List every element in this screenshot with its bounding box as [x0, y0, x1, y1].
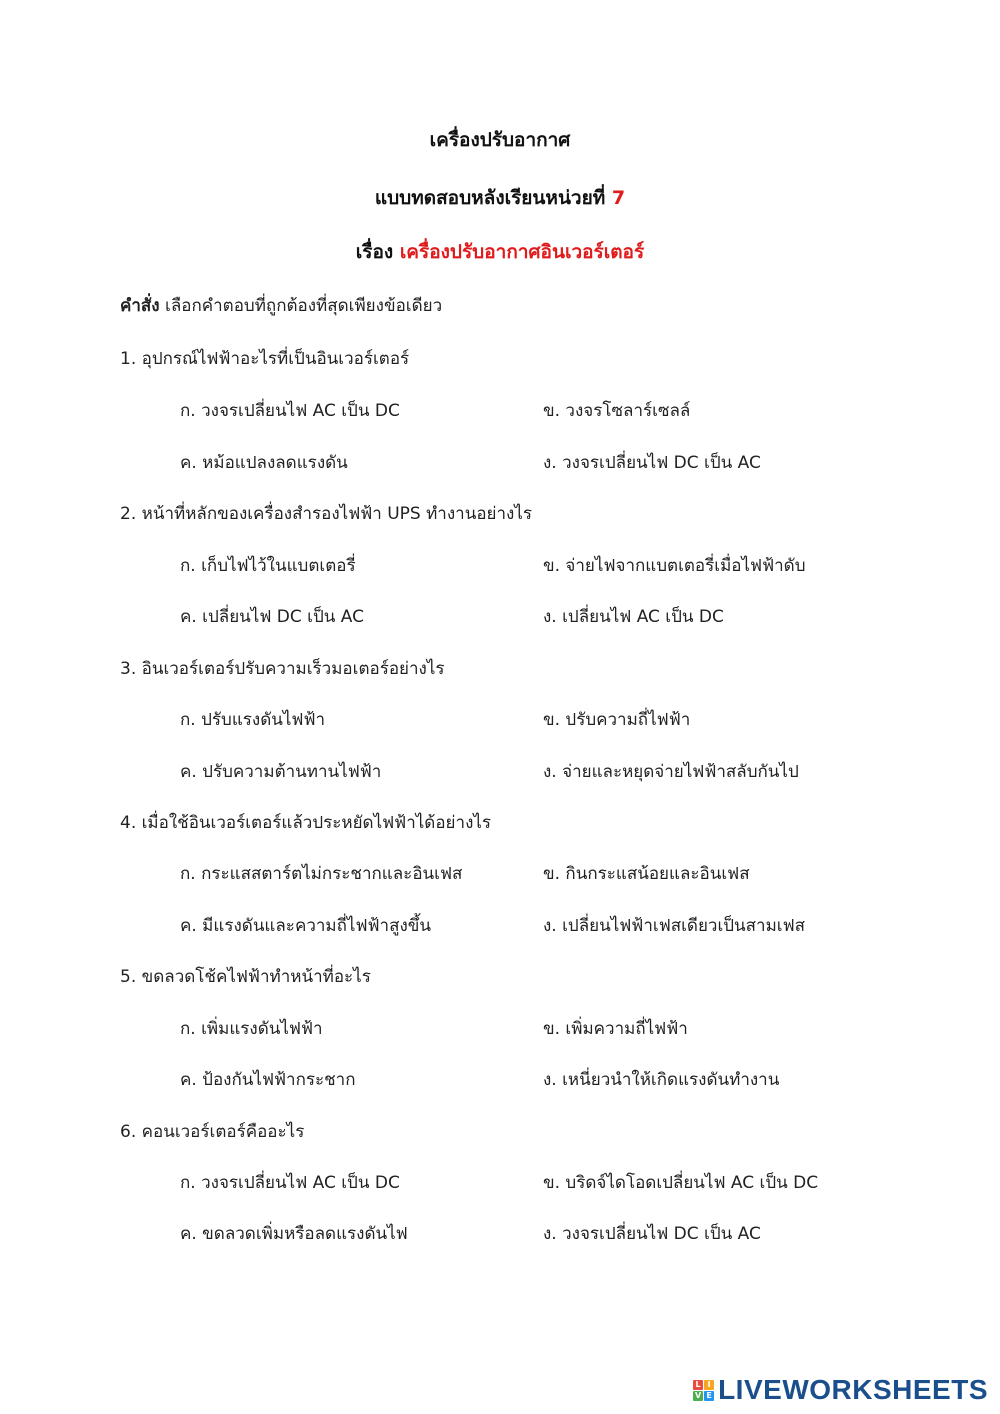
question-4: 4. เมื่อใช้อินเวอร์เตอร์แล้วประหยัดไฟฟ้าได้อย่างไร — [120, 813, 492, 833]
page-title: เครื่องปรับอากาศ — [429, 129, 571, 151]
q5-choice-d[interactable]: ง. เหนี่ยวนำให้เกิดแรงดันทำงาน — [543, 1070, 780, 1090]
unit-number: 7 — [611, 187, 626, 209]
subtitle-prefix: แบบทดสอบหลังเรียนหน่วยที่ — [374, 187, 606, 209]
question-2: 2. หน้าที่หลักของเครื่องสำรองไฟฟ้า UPS ทำงานอย่างไร — [120, 504, 533, 524]
q3-choice-b[interactable]: ข. ปรับความถี่ไฟฟ้า — [543, 710, 691, 730]
instruction — [120, 292, 442, 319]
logo-text: LIVEWORKSHEETS — [718, 1374, 988, 1405]
q6-choice-b[interactable]: ข. บริดจ์ไดโอดเปลี่ยนไฟ AC เป็น DC — [543, 1173, 819, 1193]
q2-choice-b[interactable]: ข. จ่ายไฟจากแบตเตอรี่เมื่อไฟฟ้าดับ — [543, 556, 806, 576]
q2-choice-c[interactable]: ค. เปลี่ยนไฟ DC เป็น AC — [180, 607, 364, 627]
topic-name: เครื่องปรับอากาศอินเวอร์เตอร์ — [399, 241, 645, 263]
topic-label: เรื่อง — [355, 241, 394, 263]
question-6: 6. คอนเวอร์เตอร์คืออะไร — [120, 1122, 305, 1142]
q3-choice-a[interactable]: ก. ปรับแรงดันไฟฟ้า — [180, 710, 326, 730]
q4-choice-d[interactable]: ง. เปลี่ยนไฟฟ้าเฟสเดียวเป็นสามเฟส — [543, 916, 806, 936]
question-3: 3. อินเวอร์เตอร์ปรับความเร็วมอเตอร์อย่างไร — [120, 659, 445, 679]
logo-letter-e: E — [704, 1391, 714, 1401]
question-1: 1. อุปกรณ์ไฟฟ้าอะไรที่เป็นอินเวอร์เตอร์ — [120, 349, 410, 369]
q2-choice-a[interactable]: ก. เก็บไฟไว้ในแบตเตอรี่ — [180, 556, 356, 576]
instruction-text: เลือกคำตอบที่ถูกต้องที่สุดเพียงข้อเดียว — [165, 296, 443, 316]
q1-choice-b[interactable]: ข. วงจรโซลาร์เซลล์ — [543, 401, 691, 421]
q3-choice-c[interactable]: ค. ปรับความต้านทานไฟฟ้า — [180, 762, 382, 782]
q1-choice-a[interactable]: ก. วงจรเปลี่ยนไฟ AC เป็น DC — [180, 401, 400, 421]
liveworksheets-logo-icon — [693, 1380, 714, 1401]
q2-choice-d[interactable]: ง. เปลี่ยนไฟ AC เป็น DC — [543, 607, 724, 627]
logo-letter-i: I — [704, 1380, 714, 1390]
q1-choice-c[interactable]: ค. หม้อแปลงลดแรงดัน — [180, 453, 348, 473]
q5-choice-c[interactable]: ค. ป้องกันไฟฟ้ากระชาก — [180, 1070, 356, 1090]
logo-letter-v: V — [694, 1390, 702, 1400]
q4-choice-a[interactable]: ก. กระแสสตาร์ตไม่กระชากและอินเฟส — [180, 864, 463, 884]
topic-heading — [0, 237, 1000, 267]
q4-choice-c[interactable]: ค. มีแรงดันและความถี่ไฟฟ้าสูงขึ้น — [180, 916, 431, 936]
instruction-label: คำสั่ง — [120, 296, 160, 316]
logo-letter-l: L — [693, 1380, 703, 1390]
test-subtitle — [0, 183, 1000, 213]
q3-choice-d[interactable]: ง. จ่ายและหยุดจ่ายไฟฟ้าสลับกันไป — [543, 762, 799, 782]
question-5: 5. ขดลวดโช้คไฟฟ้าทำหน้าที่อะไร — [120, 967, 371, 987]
q1-choice-d[interactable]: ง. วงจรเปลี่ยนไฟ DC เป็น AC — [543, 453, 761, 473]
q6-choice-a[interactable]: ก. วงจรเปลี่ยนไฟ AC เป็น DC — [180, 1173, 400, 1193]
q5-choice-b[interactable]: ข. เพิ่มความถี่ไฟฟ้า — [543, 1019, 688, 1039]
q6-choice-d[interactable]: ง. วงจรเปลี่ยนไฟ DC เป็น AC — [543, 1224, 761, 1244]
q5-choice-a[interactable]: ก. เพิ่มแรงดันไฟฟ้า — [180, 1019, 323, 1039]
q4-choice-b[interactable]: ข. กินกระแสน้อยและอินเฟส — [543, 864, 750, 884]
liveworksheets-logo — [693, 1374, 988, 1406]
q6-choice-c[interactable]: ค. ขดลวดเพิ่มหรือลดแรงดันไฟ — [180, 1224, 408, 1244]
